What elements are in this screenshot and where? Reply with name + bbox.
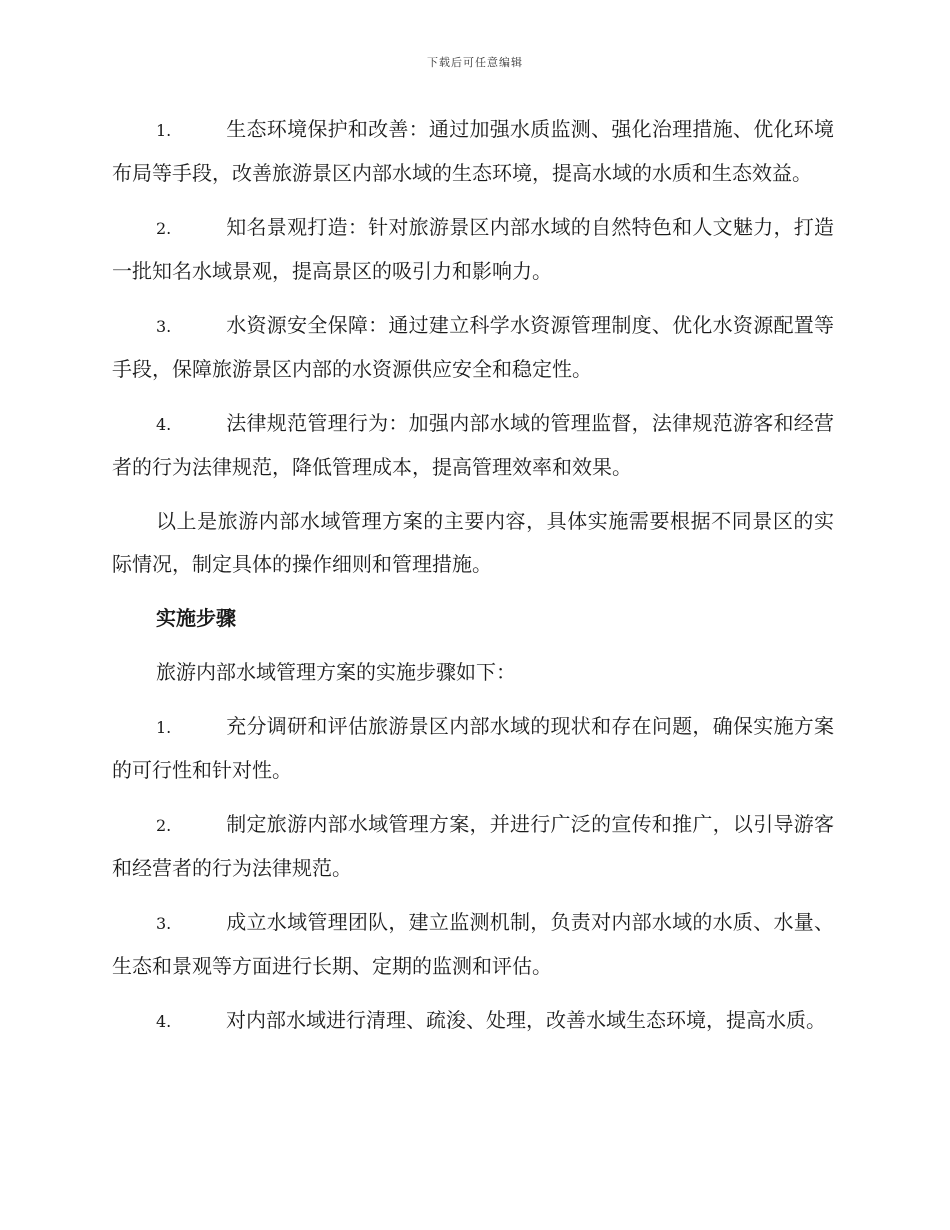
list-item [112, 705, 834, 792]
list-item [112, 304, 834, 391]
list-number: 4. [156, 1012, 172, 1031]
list-item [112, 999, 834, 1043]
page-header: 下载后可任意编辑 [427, 56, 523, 69]
intro-paragraph: 旅游内部水域管理方案的实施步骤如下： [156, 660, 516, 684]
list-item-text: 知名景观打造：针对旅游景区内部水域的自然特色和人文魅力，打造一批知名水域景观，提高景区的吸引力和影响力。 [112, 215, 834, 283]
list-number: 4. [156, 415, 172, 434]
list-item-text: 成立水域管理团队，建立监测机制，负责对内部水域的水质、水量、生态和景观等方面进行长期、定期的监测和评估。 [112, 910, 834, 978]
list-item [112, 402, 834, 489]
list-number: 3. [156, 914, 172, 933]
list-number: 1. [156, 121, 172, 140]
list-number: 3. [156, 317, 172, 336]
list-item [112, 108, 834, 195]
document-body [112, 108, 834, 1054]
list-item-text: 充分调研和评估旅游景区内部水域的现状和存在问题，确保实施方案的可行性和针对性。 [112, 714, 834, 782]
list-item-text: 对内部水域进行清理、疏浚、处理，改善水域生态环境，提高水质。 [226, 1008, 826, 1032]
summary-paragraph: 以上是旅游内部水域管理方案的主要内容，具体实施需要根据不同景区的实际情况，制定具体的操作细则和管理措施。 [112, 509, 834, 576]
list-item [112, 206, 834, 293]
list-item [112, 803, 834, 890]
section-title: 实施步骤 [156, 606, 236, 630]
list-number: 2. [156, 219, 172, 238]
list-item-text: 制定旅游内部水域管理方案，并进行广泛的宣传和推广，以引导游客和经营者的行为法律规范。 [112, 812, 834, 880]
list-number: 2. [156, 816, 172, 835]
list-item-text: 生态环境保护和改善：通过加强水质监测、强化治理措施、优化环境布局等手段，改善旅游景区内部水域的生态环境，提高水域的水质和生态效益。 [112, 117, 834, 185]
list-number: 1. [156, 718, 172, 737]
list-item-text: 水资源安全保障：通过建立科学水资源管理制度、优化水资源配置等手段，保障旅游景区内部的水资源供应安全和稳定性。 [112, 313, 834, 381]
list-item [112, 901, 834, 988]
list-item-text: 法律规范管理行为：加强内部水域的管理监督，法律规范游客和经营者的行为法律规范，降低管理成本，提高管理效率和效果。 [112, 411, 834, 479]
